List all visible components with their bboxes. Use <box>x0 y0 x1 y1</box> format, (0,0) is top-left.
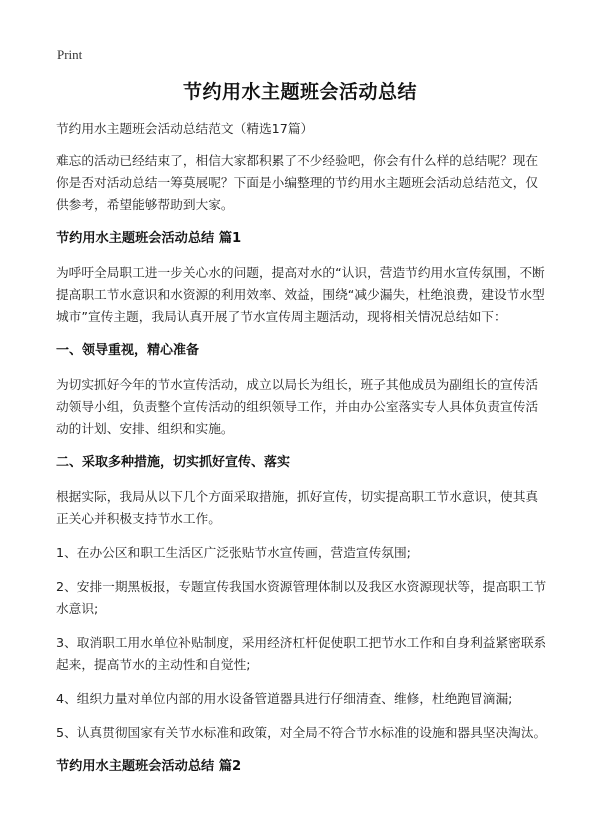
subsection1-paragraph: 为切实抓好今年的节水宣传活动，成立以局长为组长，班子其他成员为副组长的宣传活动领导小组，负责整个宣传活动的组织领导工作，并由办公室落实专人具体负责宣传活动的计划、安排、组织和实施。 <box>56 377 539 436</box>
list-item: 3、取消职工用水单位补贴制度，采用经济杠杆促使职工把节水工作和自身利益紧密联系起来，提高节水的主动性和自觉性; <box>56 635 547 672</box>
subsection2-paragraph: 根据实际，我局从以下几个方面采取措施，抓好宣传，切实提高职工节水意识，使其真正关心并积极支持节水工作。 <box>56 489 539 526</box>
list-item: 5、认真贯彻国家有关节水标准和政策，对全局不符合节水标准的设施和器具坚决淘汰。 <box>56 725 547 740</box>
section-heading-1: 节约用水主题班会活动总结 篇1 <box>56 231 242 246</box>
section-heading-2: 节约用水主题班会活动总结 篇2 <box>56 759 242 774</box>
list-item: 1、在办公区和职工生活区广泛张贴节水宣传画，营造宣传氛围; <box>56 545 411 560</box>
list-item: 2、安排一期黑板报，专题宣传我国水资源管理体制以及我区水资源现状等，提高职工节水意识; <box>56 579 547 616</box>
document-body <box>56 118 548 790</box>
intro-paragraph: 难忘的活动已经结束了，相信大家都积累了不少经验吧，你会有什么样的总结呢？现在你是否对活动总结一筹莫展呢？下面是小编整理的节约用水主题班会活动总结范文，仅供参考，希望能够帮助到大家。 <box>56 153 539 212</box>
list-item: 4、组织力量对单位内部的用水设备管道器具进行仔细清查、维修，杜绝跑冒滴漏; <box>56 691 513 706</box>
subsection-heading-2: 二、采取多种措施，切实抓好宣传、落实 <box>56 455 291 470</box>
document-subtitle: 节约用水主题班会活动总结范文（精选17篇） <box>56 121 314 136</box>
section1-paragraph: 为呼吁全局职工进一步关心水的问题，提高对水的“认识，营造节约用水宣传氛围，不断提高职工节水意识和水资源的利用效率、效益，围绕“减少漏失，杜绝浪费，建设节水型城市”宣传主题，我局认真开展了节水宣传周主题活动，现将相关情况总结如下： <box>56 265 545 324</box>
page-title: 节约用水主题班会活动总结 <box>182 81 417 103</box>
print-link[interactable]: Print <box>57 47 83 62</box>
subsection-heading-1: 一、领导重视，精心准备 <box>56 343 200 358</box>
